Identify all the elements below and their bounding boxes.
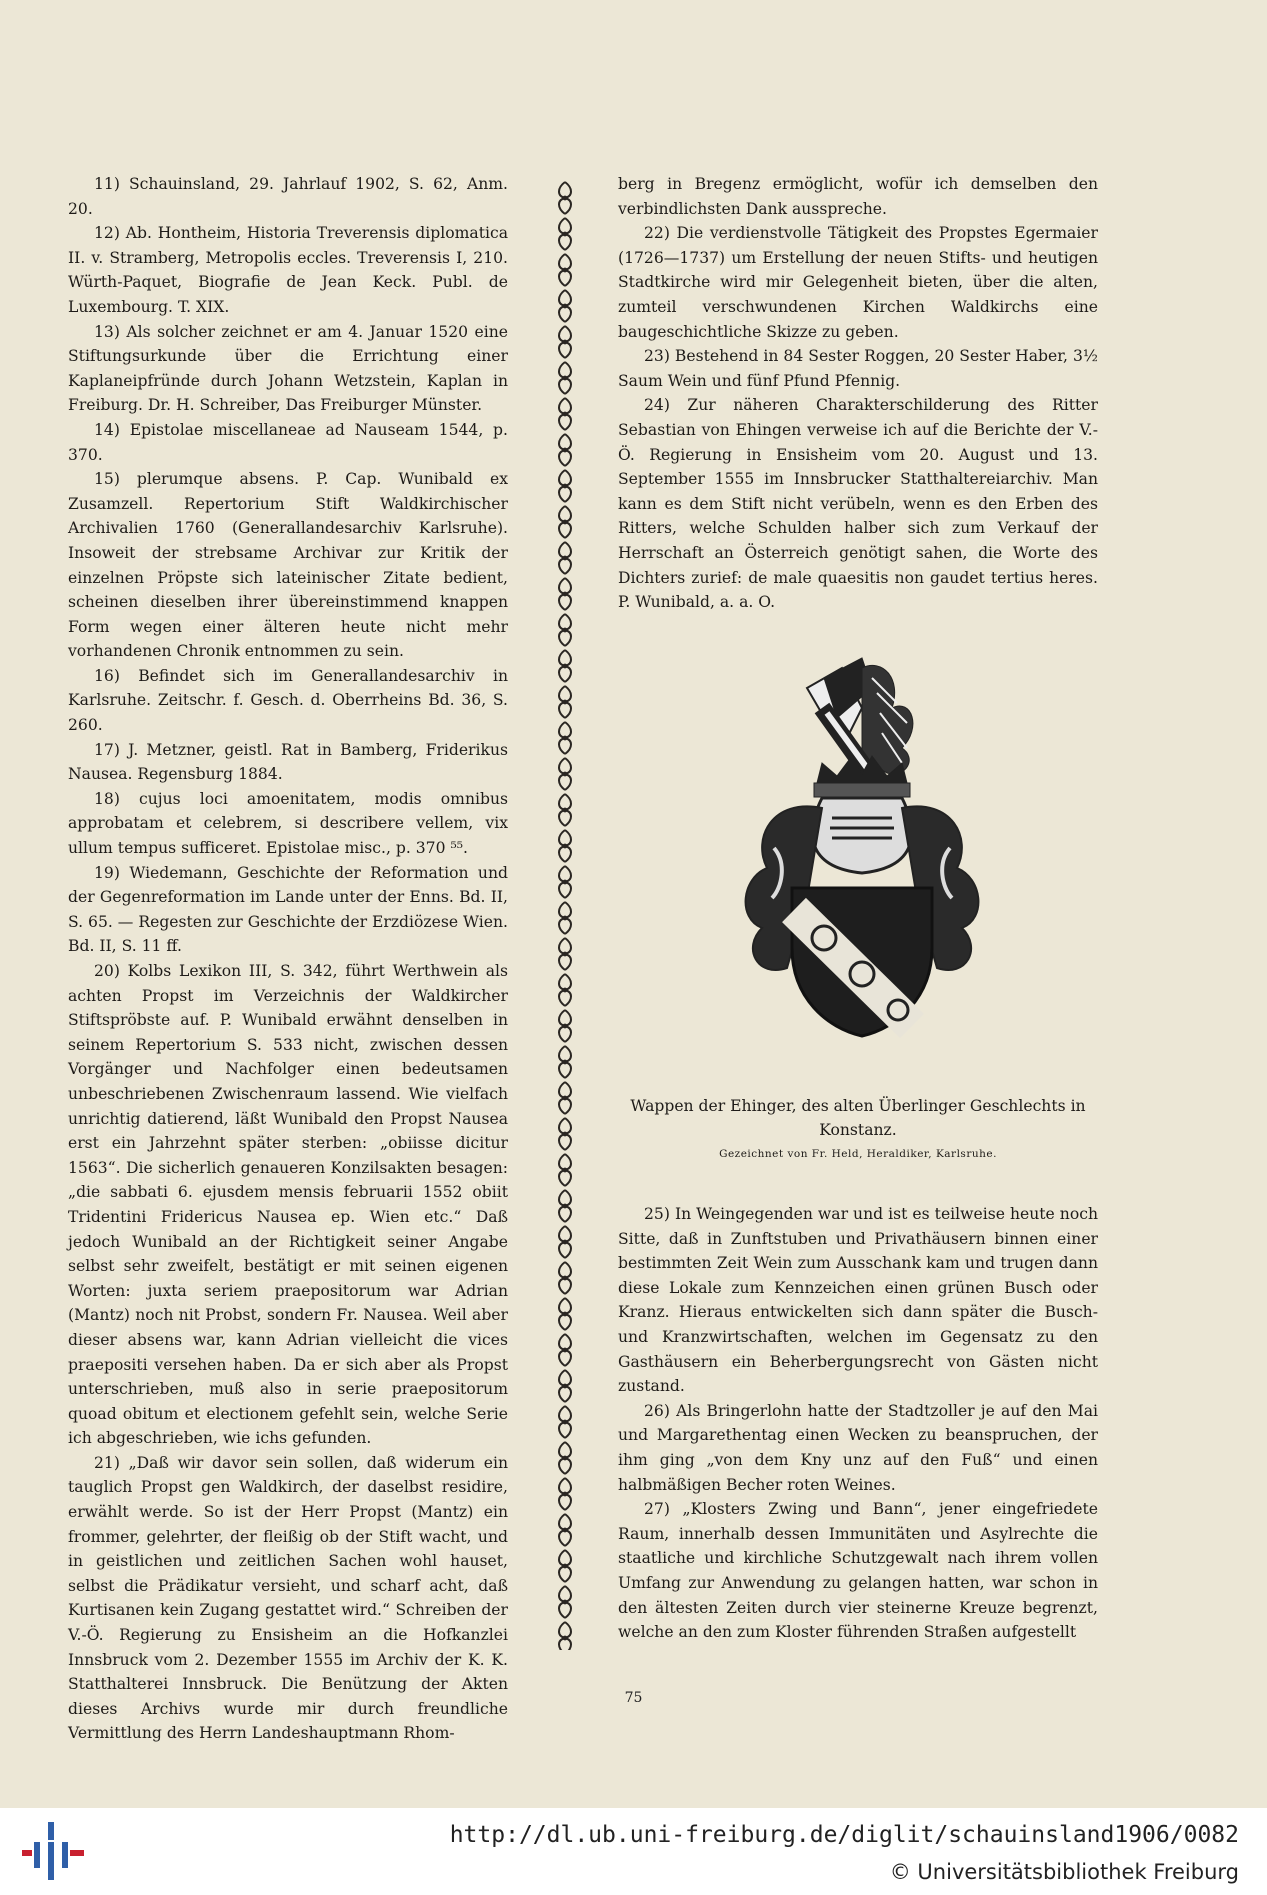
footnote: 22) Die verdienstvolle Tätigkeit des Propstes Egermaier (1726—1737) um Erstellung der neuen Stifts- und heutigen Stadtkirche wird mir Gelegenheit bieten, über die alten, zumteil verschwundenen Kirchen Waldkirchs eine baugeschichtliche Skizze zu geben. [618, 224, 1098, 341]
footnote: 23) Bestehend in 84 Sester Roggen, 20 Sester Haber, 3½ Saum Wein und fünf Pfund Pfennig. [618, 347, 1098, 390]
footnote: 15) plerumque absens. P. Cap. Wunibald ex Zusamzell. Repertorium Stift Waldkirchischer Archivalien 1760 (Generallandesarchiv Karlsruhe). Insoweit der strebsame Archivar zur Kritik der einzelnen Pröpste sich lateinischer Zitate bedient, scheinen dieselben ihrer übereinstimmend knappen Form wegen einer älteren heute nicht mehr vorhandenen Chronik entnommen zu sein. [68, 470, 508, 661]
left-column [68, 172, 508, 1746]
footnote: 27) „Klosters Zwing und Bann“, jener eingefriedete Raum, innerhalb dessen Immunitäten und Asylrechte die staatliche und kirchliche Schutzgewalt nach ihrem vollen Umfang zur Anwendung zu gelangen hatten, war schon in den ältesten Zeiten durch vier steinerne Kreuze begrenzt, welche an den zum Kloster führenden Straßen aufgestellt [618, 1500, 1098, 1642]
footnote: 17) J. Metzner, geistl. Rat in Bamberg, Friderikus Nausea. Regensburg 1884. [68, 740, 508, 784]
footnote: 11) Schauinsland, 29. Jahrlauf 1902, S. 62, Anm. 20. [68, 175, 508, 218]
illustration-credit: Gezeichnet von Fr. Held, Heraldiker, Karlsruhe. [719, 1148, 997, 1160]
footnote: 12) Ab. Hontheim, Historia Treverensis diplomatica II. v. Stramberg, Metropolis eccles. Treverensis I, 210. Würth-Paquet, Biografie de Jean Keck. Publ. de Luxembourg. T. XIX. [68, 224, 508, 316]
footnote: 19) Wiedemann, Geschichte der Reformation und der Gegenreformation im Lande unter der Enns. Bd. II, S. 65. — Regesten zur Geschichte der Erzdiözese Wien. Bd. II, S. 11 ff. [68, 863, 509, 956]
footnote-continuation: berg in Bregenz ermöglicht, wofür ich demselben den verbindlichsten Dank ausspreche. [618, 175, 1098, 218]
footnote: 25) In Weingegenden war und ist es teilweise heute noch Sitte, daß in Zunftstuben und Privathäusern binnen einer bestimmten Zeit Wein zum Ausschank kam und trugen dann diese Lokale zum Kennzeichen einen grünen Busch oder Kranz. Hieraus entwickelten sich dann später die Busch- und Kranzwirtschaften, welchen im Gegensatz zu den Gasthäusern ein Beherbergungsrecht von Gästen nicht zustand. [618, 1205, 1098, 1396]
footnote: 24) Zur näheren Charakterschilderung des Ritter Sebastian von Ehingen verweise ich auf die Berichte der V.-Ö. Regierung in Ensisheim vom 20. August und 13. September 1555 im Innsbrucker Statthaltereiarchiv. Man kann es dem Stift nicht verübeln, wenn es den Erben des Ritters, welche Schulden halber sich zum Verkauf der Herrschaft an Österreich genötigt sahen, die Worte des Dichters zurief: de male quaesitis non gaudet tertius heres. P. Wunibald, a. a. O. [618, 396, 1098, 612]
right-column-top [618, 172, 1098, 615]
copyright-notice: © Universitätsbibliothek Freiburg [889, 1860, 1239, 1884]
source-url[interactable]: http://dl.ub.uni-freiburg.de/diglit/schauinsland1906/0082 [449, 1822, 1239, 1848]
footnote: 26) Als Bringerlohn hatte der Stadtzoller je auf den Mai und Margarethentag einen Wecken zu beanspruchen, der ihm ging „von dem Kny unz auf den Fuß“ und einen halbmäßigen Becher roten Weines. [618, 1401, 1098, 1494]
university-library-logo-icon [22, 1820, 84, 1882]
illustration-caption: Wappen der Ehinger, des alten Überlinger Geschlechts in Konstanz. [630, 1097, 1086, 1139]
coat-of-arms-illustration [712, 648, 1012, 1038]
ornamental-border [553, 180, 577, 1650]
footnote: 16) Befindet sich im Generallandesarchiv in Karlsruhe. Zeitschr. f. Gesch. d. Oberrheins Bd. 36, S. 260. [68, 666, 508, 735]
footnote: 14) Epistolae miscellaneae ad Nauseam 1544, p. 370. [68, 420, 508, 464]
right-column-bottom [618, 1202, 1098, 1645]
page-number: 75 [624, 1690, 643, 1706]
footnote: 18) cujus loci amoenitatem, modis omnibus approbatam et celebrem, si describere vellem, vix ullum tempus sufficeret. Epistolae misc., p. 370 ⁵⁵. [68, 789, 508, 858]
footnote: 13) Als solcher zeichnet er am 4. Januar 1520 eine Stiftungsurkunde über die Errichtung einer Kaplaneipfründe durch Johann Wetzstein, Kaplan in Freiburg. Dr. H. Schreiber, Das Freiburger Münster. [68, 322, 508, 415]
footnote: 20) Kolbs Lexikon III, S. 342, führt Werthwein als achten Propst im Verzeichnis der Waldkircher Stiftspröbste auf. P. Wunibald erwähnt denselben in seinem Repertorium S. 533 nicht, zwischen dessen Vorgänger und Nachfolger einen bedeutsamen unbeschriebenen Zwischenraum lassend. Wie vielfach unrichtig datierend, läßt Wunibald den Propst Nausea erst ein Jahrzehnt später sterben: „obiisse dicitur 1563“. Die sicherlich genaueren Konzilsakten besagen: „die sabbati 6. ejusdem mensis februarii 1552 obiit Tridentini Fridericus Nausea ep. Wien etc.“ Daß jedoch Wunibald an der Richtigkeit seiner Angabe selbst sehr zweifelt, bestätigt er mit seinen eigenen Worten: juxta seriem praepositorum war Adrian (Mantz) noch nit Probst, sondern Fr. Nausea. Weil aber dieser absens war, kann Adrian vielleicht die vices praepositi versehen haben. Da er sich aber als Propst unterschrieben, muß also in serie praepositorum quoad obitum et electionem gefehlt sein, welche Serie ich abgeschrieben, wie ichs gefunden. [68, 962, 508, 1448]
footnote: 21) „Daß wir davor sein sollen, daß widerum ein tauglich Propst gen Waldkirch, der daselbst residire, erwählt werde. So ist der Herr Propst (Mantz) ein frommer, gelehrter, der fleißig ob der Stift wacht, und in geistlichen und zeitlichen Sachen wohl hauset, selbst die Prädikatur versieht, und scharf acht, daß Kurtisanen kein Zugang gestattet wird.“ Schreiben der V.-Ö. Regierung zu Ensisheim an die Hofkanzlei Innsbruck vom 2. Dezember 1555 im Archiv der K. K. Statthalterei Innsbruck. Die Benützung der Akten dieses Archivs wurde mir durch freundliche Vermittlung des Herrn Landeshauptmann Rhom- [68, 1453, 508, 1743]
library-footer [0, 1808, 1267, 1895]
